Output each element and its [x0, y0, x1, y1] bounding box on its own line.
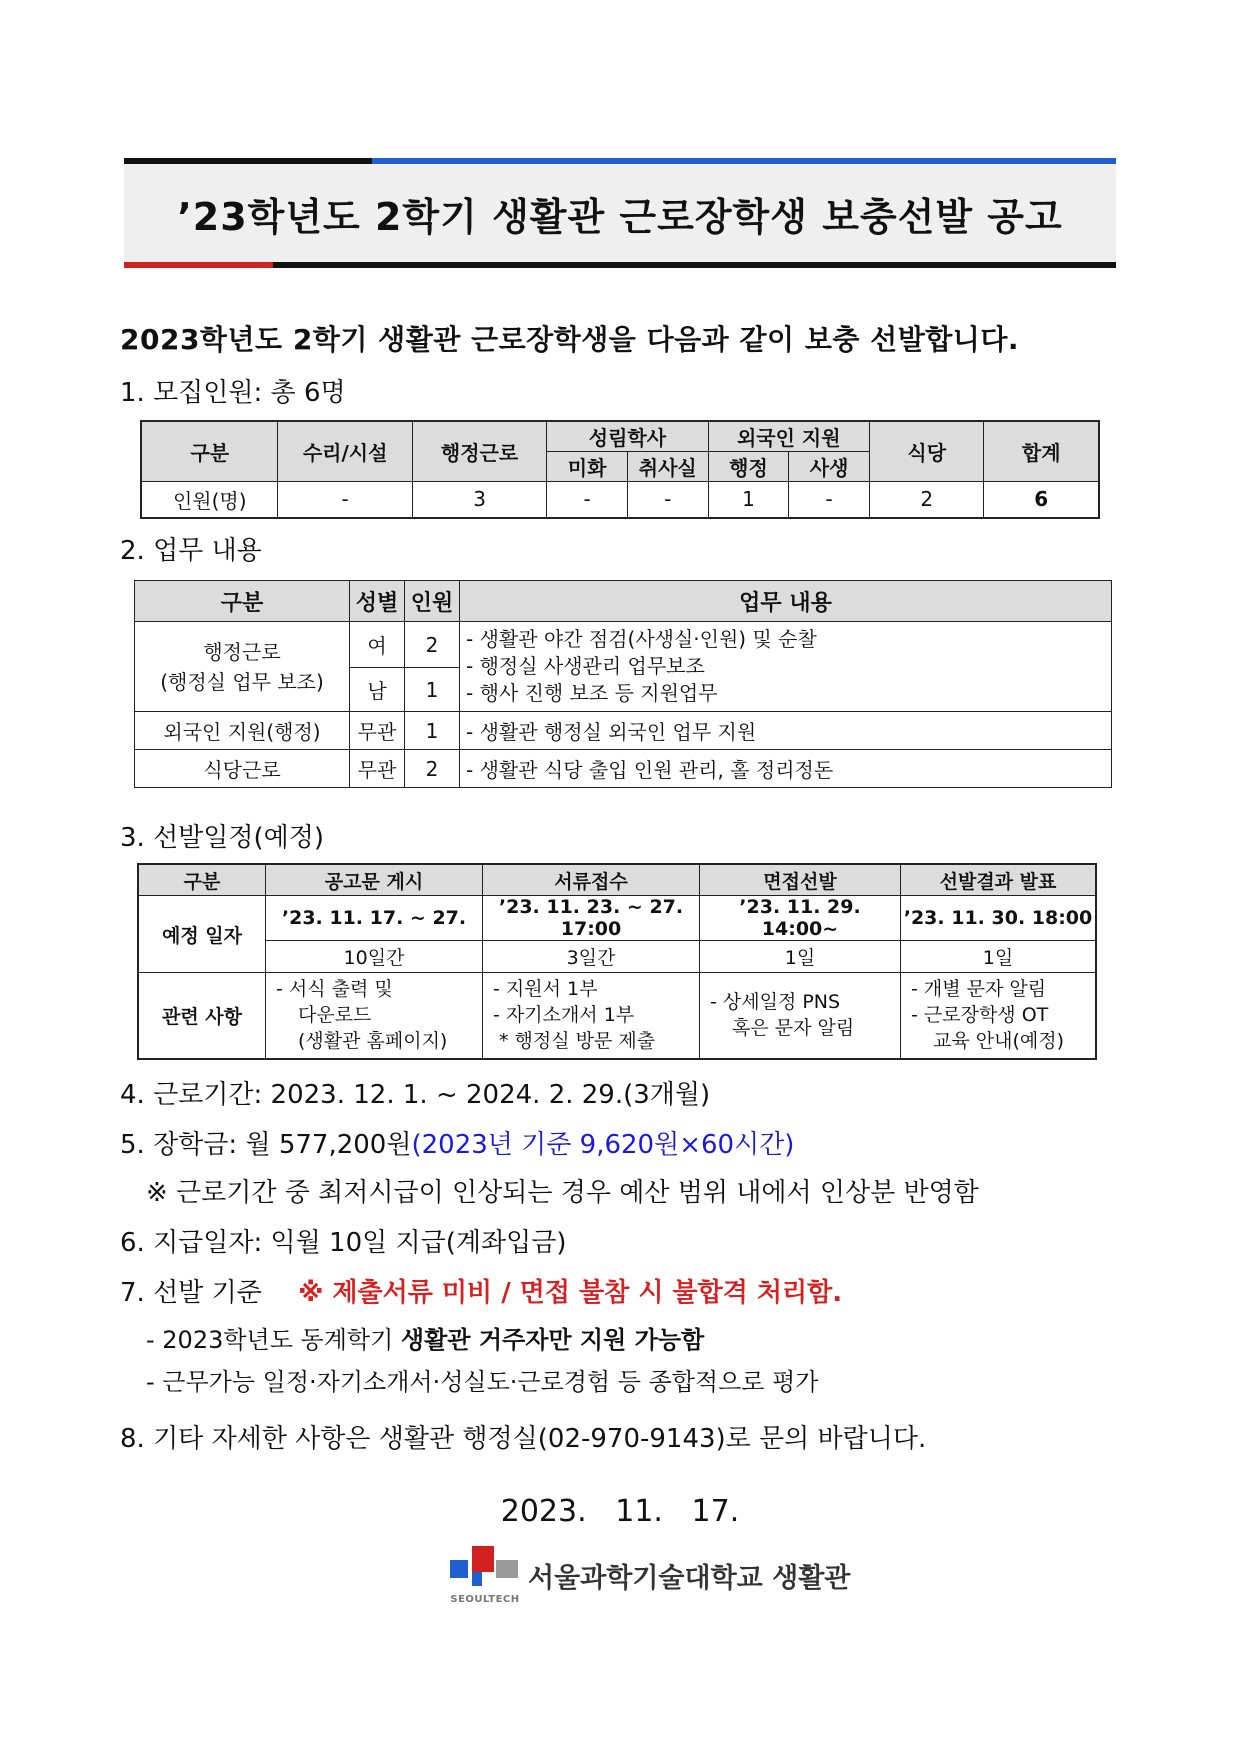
- duty-item: - 행정실 사생관리 업무보조: [466, 654, 705, 678]
- th-f-admin: 행정: [708, 452, 789, 482]
- th-chwisa: 취사실: [627, 452, 708, 482]
- lead-sentence: 2023학년도 2학기 생활관 근로장학생을 다음과 같이 보충 선발합니다.: [120, 323, 1020, 356]
- section-7-bullet-2: - 근무가능 일정·자기소개서·성실도·근로경험 등 종합적으로 평가: [146, 1368, 819, 1396]
- section-6: 6. 지급일자: 익월 10일 지급(계좌입금): [120, 1228, 567, 1258]
- th-gubun: 구분: [141, 421, 278, 482]
- bullet-emphasis: 생활관 거주자만 지원 가능함: [400, 1326, 705, 1354]
- note-line: - 근로장학생 OT: [911, 1004, 1049, 1027]
- section-8: 8. 기타 자세한 사항은 생활관 행정실(02-970-9143)로 문의 바랍니다.: [120, 1424, 927, 1454]
- cell-admin-duties: [460, 622, 1112, 712]
- cell-suri: -: [278, 482, 412, 518]
- date-docs: ’23. 11. 23. ~ 27. 17:00: [483, 896, 700, 941]
- note-line: - 서식 출력 및: [276, 978, 393, 1001]
- cell-count-female: 2: [405, 622, 460, 668]
- section-5: [120, 1124, 794, 1161]
- note-line: - 개별 문자 알림: [911, 978, 1047, 1001]
- cell-total: 6: [984, 482, 1099, 518]
- bullet-text: - 2023학년도 동계학기: [146, 1326, 401, 1354]
- cell-foreign-sex: 무관: [350, 712, 405, 750]
- notes-post: [266, 973, 483, 1059]
- note-line: - 자기소개서 1부: [493, 1004, 635, 1027]
- th-total: 합계: [984, 421, 1099, 482]
- recruit-count-table: [140, 420, 1100, 519]
- cell-f-dorm: -: [789, 482, 870, 518]
- row-label: 인원(명): [141, 482, 278, 518]
- date-result: ’23. 11. 30. 18:00: [901, 896, 1097, 941]
- schedule-table: [137, 863, 1097, 1060]
- cell-cafeteria-label: 식당근로: [135, 750, 350, 788]
- section-7-warning: ※ 제출서류 미비 / 면접 불참 시 불합격 처리함.: [298, 1278, 843, 1308]
- th-count: 인원: [405, 581, 460, 622]
- th-interview: 면접선발: [700, 864, 901, 896]
- section-7-heading: [120, 1272, 842, 1309]
- th-gubun: 구분: [135, 581, 350, 622]
- th-suri: 수리/시설: [278, 421, 412, 482]
- th-haengjeong: 행정근로: [412, 421, 546, 482]
- cell-foreign-count: 1: [405, 712, 460, 750]
- row-notes-label: 관련 사항: [138, 973, 266, 1059]
- date-post: ’23. 11. 17. ~ 27.: [266, 896, 483, 941]
- date-interview: ’23. 11. 29. 14:00~: [700, 896, 901, 941]
- th-f-dorm: 사생: [789, 452, 870, 482]
- th-docs: 서류접수: [483, 864, 700, 896]
- period-docs: 3일간: [483, 941, 700, 973]
- th-gubun: 구분: [138, 864, 266, 896]
- th-sikdang: 식당: [869, 421, 983, 482]
- cell-count-male: 1: [405, 668, 460, 712]
- cell-chwisa: -: [627, 482, 708, 518]
- banner-bottom-bar: [124, 262, 1116, 268]
- cell-foreign-duty: - 생활관 행정실 외국인 업무 지원: [460, 712, 1112, 750]
- notes-docs: [483, 973, 700, 1059]
- cell-cafeteria-count: 2: [405, 750, 460, 788]
- organization-name: 서울과학기술대학교 생활관: [528, 1563, 851, 1594]
- duty-item: - 행사 진행 보조 등 지원업무: [466, 681, 718, 705]
- cell-sikdang: 2: [869, 482, 983, 518]
- th-mihwa: 미화: [547, 452, 628, 482]
- section-7-title: 7. 선발 기준: [120, 1278, 262, 1308]
- notes-result: [901, 973, 1097, 1059]
- note-line: (생활관 홈페이지): [298, 1030, 448, 1053]
- announcement-date: 2023. 11. 17.: [500, 1494, 740, 1529]
- notes-interview: [700, 973, 901, 1059]
- th-result: 선발결과 발표: [901, 864, 1097, 896]
- note-line: - 지원서 1부: [493, 978, 598, 1001]
- admin-label-line1: 행정근로: [203, 639, 281, 664]
- cell-cafeteria-sex: 무관: [350, 750, 405, 788]
- seoultech-logo: [448, 1544, 522, 1605]
- duty-item: - 생활관 야간 점검(사생실·인원) 및 순찰: [466, 627, 817, 651]
- row-date-label: 예정 일자: [138, 896, 266, 973]
- note-line: - 상세일정 PNS: [710, 991, 841, 1014]
- seoultech-emblem-icon: [448, 1544, 522, 1588]
- th-post: 공고문 게시: [266, 864, 483, 896]
- note-line: 혹은 문자 알림: [732, 1017, 855, 1040]
- page-title: ’23학년도 2학기 생활관 근로장학생 보충선발 공고: [177, 195, 1063, 239]
- logo-wordmark: SEOULTECH: [450, 1594, 520, 1605]
- th-duty: 업무 내용: [460, 581, 1112, 622]
- cell-f-admin: 1: [708, 482, 789, 518]
- cell-mihwa: -: [547, 482, 628, 518]
- section-5-main: 5. 장학금: 월 577,200원: [120, 1130, 412, 1160]
- period-interview: 1일: [700, 941, 901, 973]
- period-result: 1일: [901, 941, 1097, 973]
- note-line: * 행정실 방문 제출: [499, 1030, 656, 1053]
- cell-sex-female: 여: [350, 622, 405, 668]
- th-foreign: 외국인 지원: [708, 421, 869, 452]
- duty-table: [134, 580, 1112, 788]
- cell-haengjeong: 3: [412, 482, 546, 518]
- section-3-heading: 3. 선발일정(예정): [120, 823, 325, 853]
- section-4: 4. 근로기간: 2023. 12. 1. ~ 2024. 2. 29.(3개월): [120, 1080, 711, 1110]
- cell-sex-male: 남: [350, 668, 405, 712]
- note-line: 교육 안내(예정): [933, 1030, 1064, 1053]
- th-sex: 성별: [350, 581, 405, 622]
- section-7-bullet-1: [146, 1320, 704, 1355]
- cell-foreign-label: 외국인 지원(행정): [135, 712, 350, 750]
- section-5-basis: (2023년 기준 9,620원×60시간): [411, 1130, 795, 1160]
- section-1-heading: 1. 모집인원: 총 6명: [120, 378, 346, 408]
- banner-top-bar: [124, 158, 1116, 164]
- note-line: 다운로드: [298, 1004, 372, 1027]
- period-post: 10일간: [266, 941, 483, 973]
- section-5-note: ※ 근로기간 중 최저시급이 인상되는 경우 예산 범위 내에서 인상분 반영함: [146, 1178, 979, 1208]
- th-seongrim: 성림학사: [547, 421, 708, 452]
- admin-label-line2: (행정실 업무 보조): [160, 669, 324, 694]
- cell-cafeteria-duty: - 생활관 식당 출입 인원 관리, 홀 정리정돈: [460, 750, 1112, 788]
- cell-admin-label: [135, 622, 350, 712]
- title-banner: [124, 158, 1116, 268]
- section-2-heading: 2. 업무 내용: [120, 536, 262, 566]
